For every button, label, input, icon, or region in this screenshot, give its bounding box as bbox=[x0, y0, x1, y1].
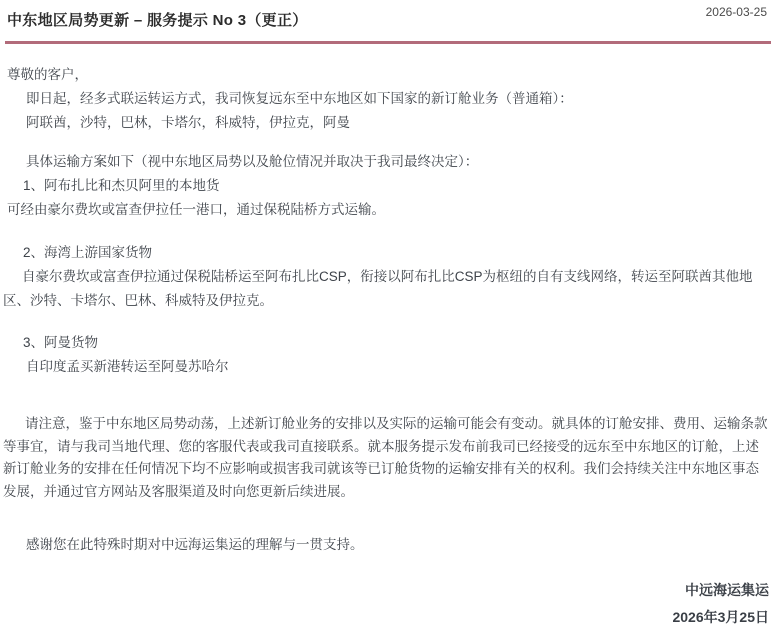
plan-item-2-detail: 自豪尔费坎或富查伊拉通过保税陆桥运至阿布扎比CSP，衔接以阿布扎比CSP为枢纽的自有支线网络，转运至阿联酋其他地区、沙特、卡塔尔、巴林、科威特及伊拉克。 bbox=[3, 269, 753, 308]
signature-date: 2026年3月25日 bbox=[672, 609, 769, 625]
document-header bbox=[7, 0, 769, 30]
signature-company: 中远海运集运 bbox=[685, 582, 769, 598]
thanks-line: 感谢您在此特殊时期对中远海运集运的理解与一贯支持。 bbox=[26, 537, 364, 552]
salutation: 尊敬的客户， bbox=[7, 67, 88, 82]
header-divider bbox=[5, 41, 771, 44]
plan-item-1-detail: 可经由豪尔费坎或富查伊拉任一港口，通过保税陆桥方式运输。 bbox=[7, 202, 385, 217]
document-date: 2026-03-25 bbox=[705, 5, 767, 19]
plan-item-2-title: 2、海湾上游国家货物 bbox=[23, 245, 153, 260]
plan-item-3-detail: 自印度孟买新港转运至阿曼苏哈尔 bbox=[26, 359, 229, 374]
plan-heading: 具体运输方案如下（视中东地区局势以及舱位情况并取决于我司最终决定）： bbox=[26, 154, 479, 169]
intro-line-2-country-list: 阿联酋，沙特，巴林，卡塔尔，科威特，伊拉克，阿曼 bbox=[26, 115, 350, 130]
document-title: 中东地区局势更新 – 服务提示 No 3（更正） bbox=[7, 12, 308, 29]
plan-item-1-title: 1、阿布扎比和杰贝阿里的本地货 bbox=[23, 178, 220, 193]
plan-item-3-title: 3、阿曼货物 bbox=[23, 335, 99, 350]
intro-line-1: 即日起，经多式联运转运方式，我司恢复远东至中东地区如下国家的新订舱业务（普通箱）： bbox=[26, 91, 573, 106]
notice-paragraph: 请注意，鉴于中东地区局势动荡，上述新订舱业务的安排以及实际的运输可能会有变动。就具体的订舱安排、费用、运输条款等事宜，请与我司当地代理、您的客服代表或我司直接联系。就本服务提示发布前我司已经接受的远东至中东地区的订舱，上述新订舱业务的安排在任何情况下均不应影响或损害我司就该等已订舱货物的运输安排有关的权利。我们会持续关注中东地区事态发展，并通过官方网站及客服渠道及时向您更新后续进展。 bbox=[3, 416, 768, 499]
signature-block bbox=[7, 577, 769, 631]
document-body bbox=[3, 63, 769, 631]
